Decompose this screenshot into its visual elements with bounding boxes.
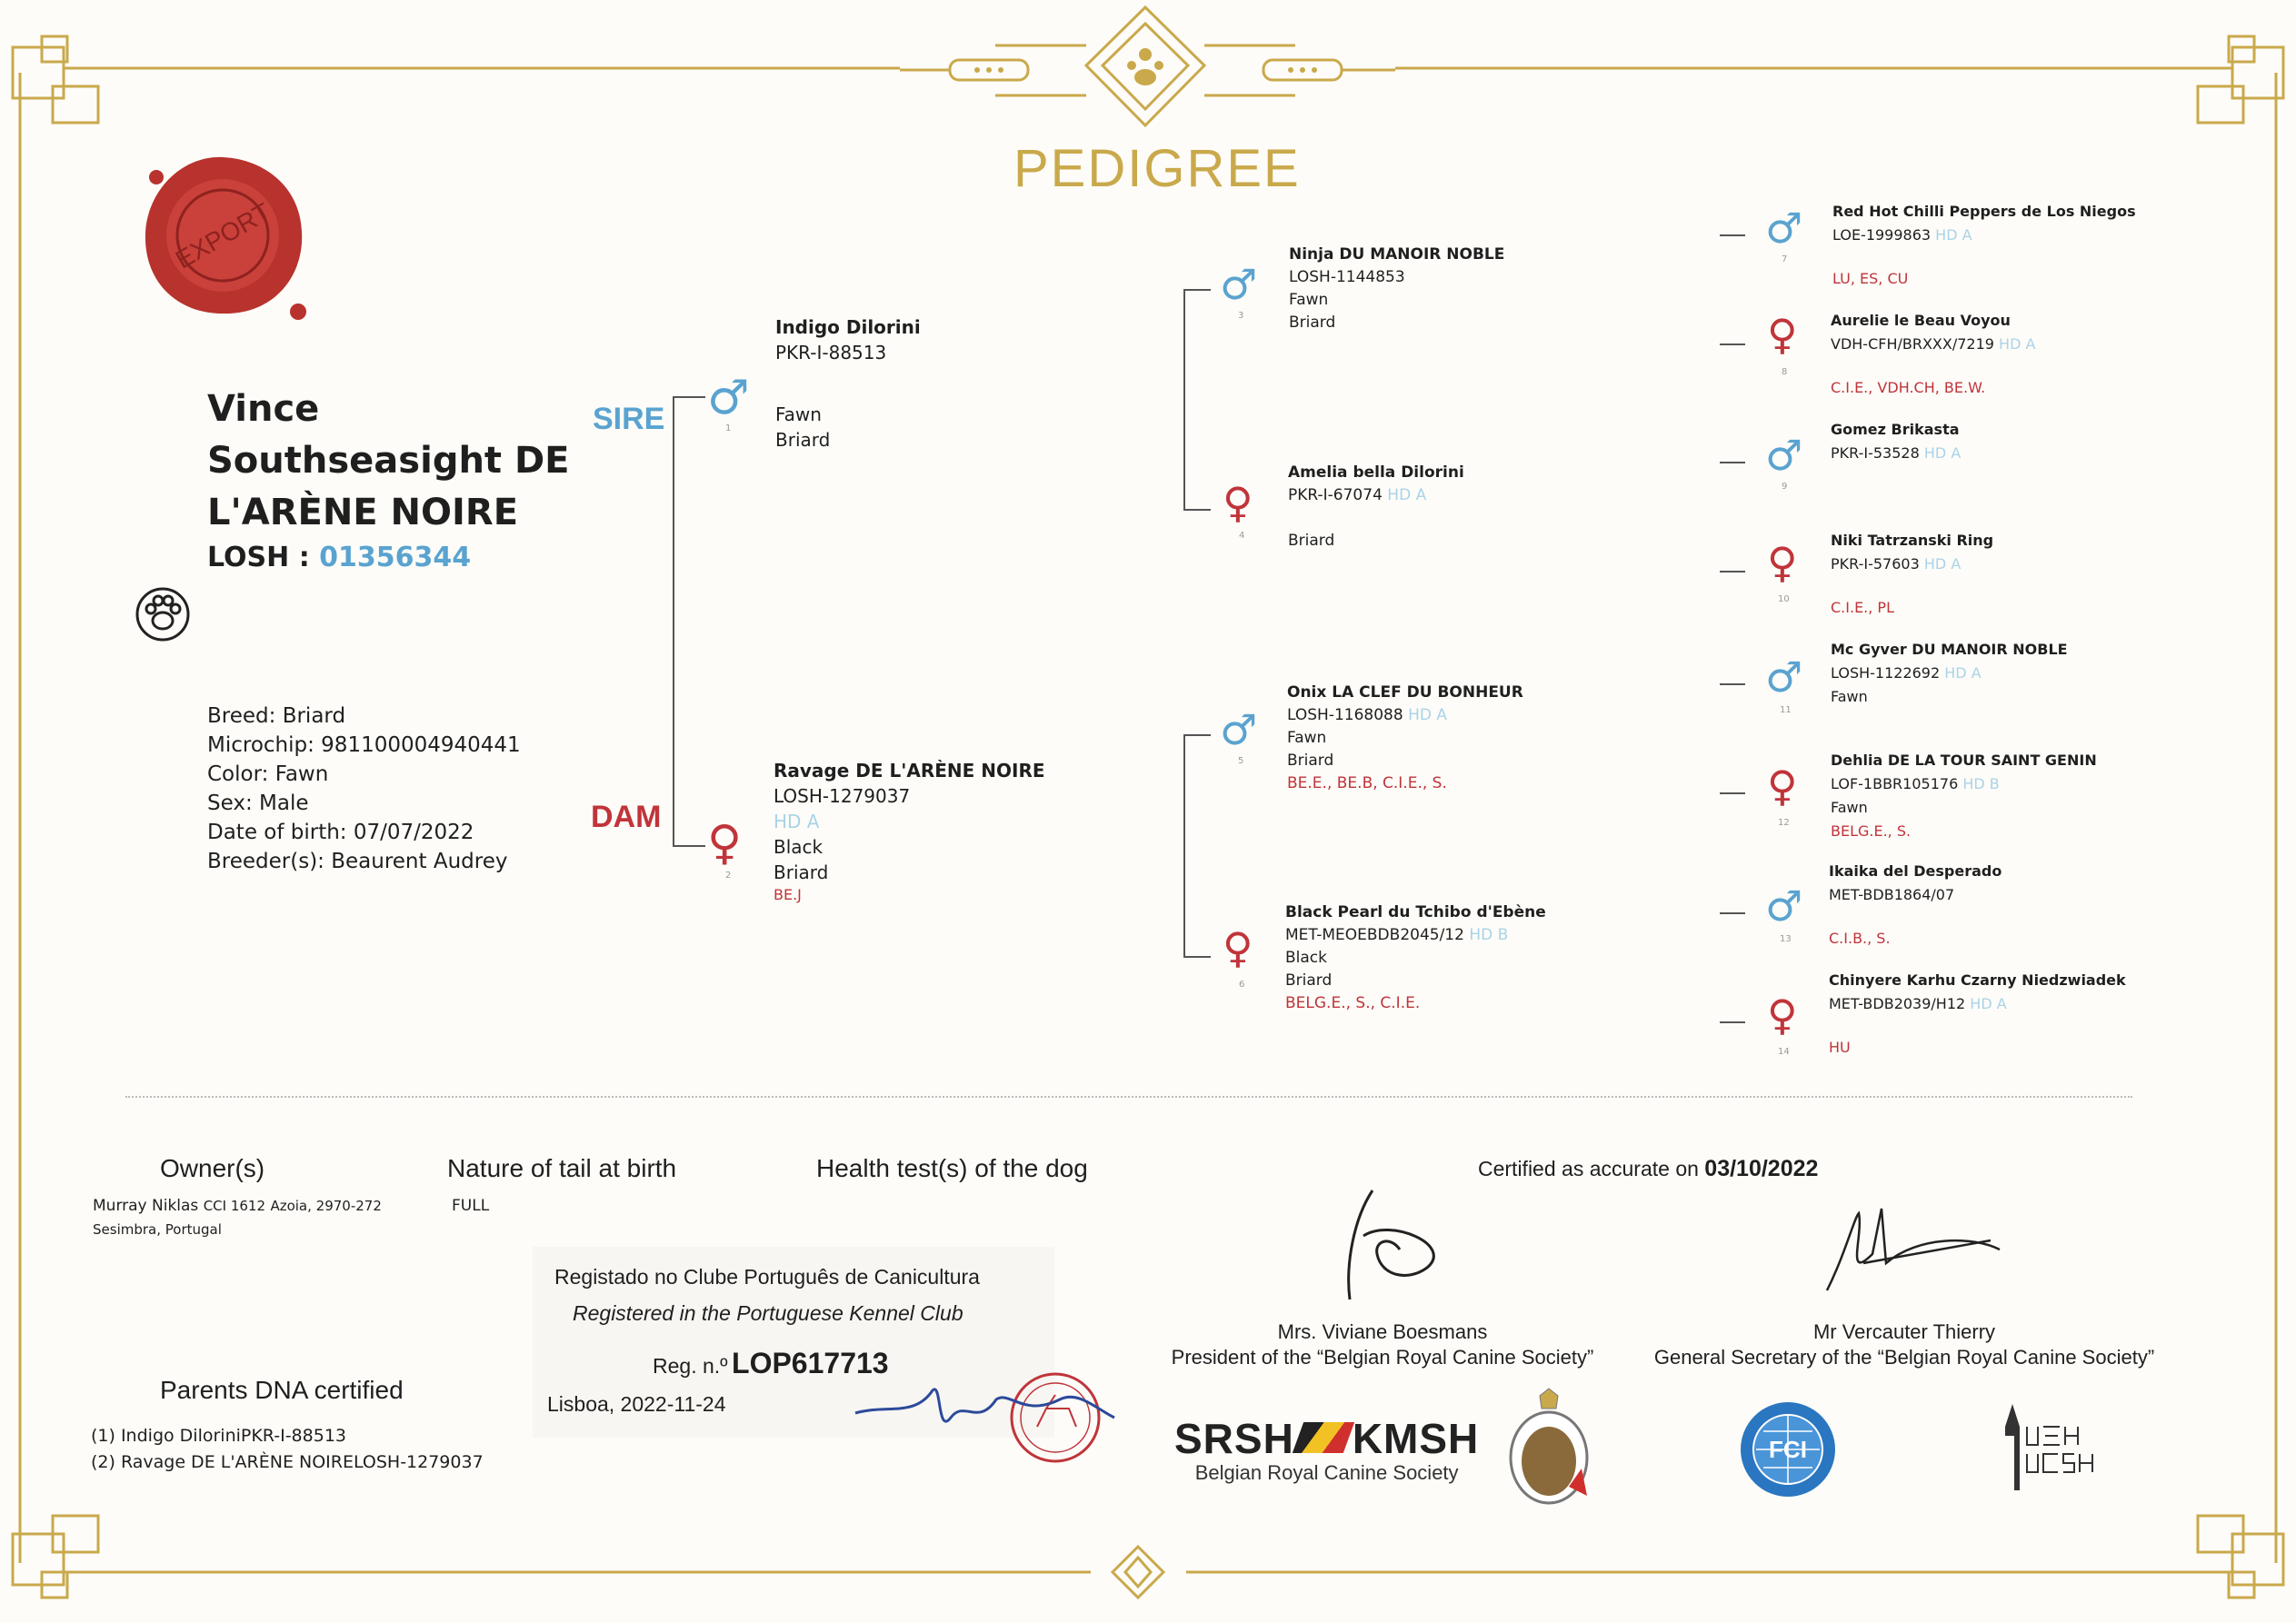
male-icon: ♂ [1765, 652, 1803, 702]
male-icon: ♂ [1765, 881, 1803, 931]
gen2-name: Onix LA CLEF DU BONHEUR [1287, 683, 1523, 702]
health-heading: Health test(s) of the dog [816, 1154, 1088, 1182]
president-title: President of the “Belgian Royal Canine Society” [1171, 1346, 1594, 1369]
dam-name: Ravage DE L'ARÈNE NOIRE [774, 760, 1045, 782]
gen2-entry [1289, 244, 1504, 334]
gen3-entry [1831, 749, 2097, 843]
gen2-name: Ninja DU MANOIR NOBLE [1289, 245, 1505, 264]
gen2-name: Black Pearl du Tchibo d'Ebène [1285, 903, 1546, 921]
gen3-titles: BELG.E., S. [1831, 822, 1912, 840]
section-divider [125, 1096, 2132, 1098]
dam-label: DAM [591, 800, 662, 834]
gen3-reg: LOE-1999863 [1832, 226, 1932, 244]
dog-name-line2: Southseasight DE [207, 440, 570, 482]
pedigree-number: 4 [1239, 531, 1245, 541]
tree-line [1720, 792, 1745, 794]
gen3-reg: PKR-I-57603 [1831, 555, 1920, 573]
dog-name-line3: L'ARÈNE NOIRE [207, 492, 519, 533]
secretary-title: General Secretary of the “Belgian Royal Canine Society” [1653, 1346, 2155, 1369]
stamp-line2: Registered in the Portuguese Kennel Club [573, 1301, 963, 1325]
srsh-kmsh-logo [1174, 1414, 1479, 1485]
gen3-name: Mc Gyver DU MANOIR NOBLE [1831, 641, 2068, 658]
gen2-titles: BE.E., BE.B, C.I.E., S. [1287, 774, 1447, 792]
certified-date: 03/10/2022 [1704, 1156, 1819, 1181]
tail-heading: Nature of tail at birth [447, 1154, 677, 1182]
tree-line [1183, 509, 1211, 511]
gen3-titles: C.I.B., S. [1829, 930, 1891, 947]
gen2-color: Fawn [1289, 291, 1329, 309]
pedigree-number: 2 [725, 871, 732, 881]
dog-breeder: Breeder(s): Beaurent Audrey [207, 850, 508, 873]
dog-color: Color: Fawn [207, 762, 329, 786]
gen3-hd: HD B [1962, 775, 2000, 792]
female-icon: ♀ [1767, 310, 1798, 359]
dog-sex: Sex: Male [207, 792, 309, 815]
gen2-color: Fawn [1287, 729, 1327, 747]
president-signature [1327, 1181, 1463, 1309]
dna-item: (2) Ravage DE L'ARÈNE NOIRELOSH-1279037 [91, 1452, 484, 1472]
stamp-place-date: Lisboa, 2022-11-24 [547, 1392, 726, 1416]
gen2-reg: LOSH-1144853 [1289, 268, 1405, 286]
dam-color: Black [774, 836, 824, 858]
gen3-reg: MET-BDB1864/07 [1829, 886, 1955, 903]
dam-hd: HD A [774, 811, 820, 832]
losh-sep: : [289, 542, 320, 573]
gen2-name: Amelia bella Dilorini [1288, 463, 1464, 482]
pedigree-number: 6 [1239, 980, 1245, 990]
tree-line [1720, 234, 1745, 236]
dog-losh [207, 542, 471, 573]
tree-line [1183, 289, 1185, 511]
gen3-name: Gomez Brikasta [1831, 421, 1960, 438]
gen2-color: Black [1285, 949, 1327, 967]
reg-number: LOP617713 [732, 1347, 889, 1379]
female-icon: ♀ [1767, 991, 1798, 1040]
president-name: Mrs. Viviane Boesmans [1277, 1320, 1488, 1343]
gen3-entry [1831, 529, 1993, 620]
owner-details [93, 1194, 382, 1241]
pedigree-number: 8 [1782, 367, 1788, 377]
gen3-reg: MET-BDB2039/H12 [1829, 995, 1966, 1012]
sire-label: SIRE [593, 402, 665, 436]
gen2-reg: LOSH-1168088 [1287, 706, 1403, 724]
tree-line [673, 396, 705, 398]
gen3-titles: HU [1829, 1039, 1851, 1056]
gen3-entry [1832, 200, 2136, 291]
owner-city: Sesimbra, Portugal [93, 1221, 222, 1238]
tree-line [1720, 683, 1745, 685]
gen2-reg: MET-MEOEBDB2045/12 [1285, 926, 1464, 944]
owners-heading: Owner(s) [160, 1154, 265, 1182]
female-icon: ♀ [707, 816, 743, 871]
losh-number: 01356344 [319, 542, 472, 573]
gen3-name: Aurelie le Beau Voyou [1831, 312, 2011, 329]
male-icon: ♂ [1765, 431, 1803, 480]
gen2-breed: Briard [1285, 971, 1333, 990]
page-title: PEDIGREE [1013, 139, 1301, 198]
pedigree-number: 12 [1778, 818, 1790, 828]
female-icon: ♀ [1767, 538, 1798, 587]
logo-kmsh: KMSH [1352, 1415, 1480, 1462]
gen3-name: Ikaika del Desperado [1829, 862, 2002, 880]
female-icon: ♀ [1767, 762, 1798, 811]
gen2-breed: Briard [1288, 532, 1335, 550]
tree-line [1183, 289, 1211, 291]
dog-name-line1: Vince [207, 388, 320, 430]
owner-cci: CCI 1612 [203, 1198, 266, 1214]
tree-line [1183, 956, 1211, 958]
kush-ucsh-logo [1987, 1399, 2096, 1499]
female-icon: ♀ [1223, 923, 1253, 972]
gen3-hd: HD A [1999, 335, 2036, 353]
sire-color: Fawn [775, 403, 822, 425]
gen2-reg: PKR-I-67074 [1288, 486, 1383, 504]
gen2-entry [1288, 462, 1464, 553]
pedigree-number: 7 [1782, 254, 1788, 264]
dam-titles: BE.J [774, 886, 802, 903]
gen2-hd: HD A [1387, 486, 1427, 504]
tree-line [1720, 344, 1745, 345]
tree-line [1720, 912, 1745, 914]
logo-srsh: SRSH [1174, 1415, 1294, 1462]
gen3-titles: C.I.E., PL [1831, 599, 1894, 616]
gen3-entry [1831, 418, 1961, 465]
gen3-name: Niki Tatrzanski Ring [1831, 532, 1994, 549]
secretary-signature [1809, 1200, 2009, 1309]
gen2-entry [1287, 682, 1523, 795]
tail-value: FULL [452, 1197, 490, 1215]
pedigree-number: 13 [1780, 934, 1792, 944]
pedigree-number: 5 [1238, 756, 1244, 766]
gen3-color: Fawn [1831, 688, 1868, 705]
dna-item: (1) Indigo DiloriniPKR-I-88513 [91, 1426, 346, 1446]
owner-address: Azoia, 2970-272 [270, 1198, 382, 1214]
dog-dob: Date of birth: 07/07/2022 [207, 821, 474, 844]
gen3-titles: C.I.E., VDH.CH, BE.W. [1831, 379, 1986, 396]
gen3-entry [1829, 860, 2002, 951]
tree-line [1183, 734, 1185, 958]
gen3-name: Dehlia DE LA TOUR SAINT GENIN [1831, 752, 2097, 769]
gen3-hd: HD A [1970, 995, 2007, 1012]
gen2-entry [1285, 901, 1546, 1015]
gen3-entry [1831, 638, 2068, 709]
tree-line [1720, 462, 1745, 463]
tree-line [673, 396, 674, 847]
dog-info [207, 702, 521, 876]
pedigree-number: 10 [1778, 594, 1790, 604]
dna-heading: Parents DNA certified [160, 1376, 404, 1404]
wax-seal [136, 150, 309, 323]
dna-list [91, 1423, 484, 1476]
reg-label: Reg. n.º [653, 1354, 728, 1378]
gen3-entry [1831, 309, 2035, 400]
gen3-entry [1829, 969, 2126, 1060]
sire-entry [775, 314, 921, 453]
tree-line [1720, 571, 1745, 573]
gen3-reg: PKR-I-53528 [1831, 444, 1920, 462]
dam-reg: LOSH-1279037 [774, 785, 911, 807]
gen3-reg: VDH-CFH/BRXXX/7219 [1831, 335, 1994, 353]
gen3-reg: LOF-1BBR105176 [1831, 775, 1959, 792]
belgian-flag-icon [1293, 1422, 1354, 1453]
dam-entry [774, 758, 1045, 905]
certified-line [1478, 1156, 1818, 1182]
secretary-name: Mr Vercauter Thierry [1812, 1320, 1996, 1343]
certified-label: Certified as accurate on [1478, 1157, 1699, 1180]
pedigree-number: 9 [1782, 482, 1788, 492]
paw-icon [135, 586, 191, 642]
pedigree-number: 14 [1778, 1047, 1790, 1057]
losh-label: LOSH [207, 542, 290, 573]
gen3-color: Fawn [1831, 799, 1868, 816]
pedigree-number: 1 [725, 423, 732, 433]
gen3-titles: LU, ES, CU [1832, 270, 1909, 287]
gen2-breed: Briard [1289, 314, 1336, 332]
pedigree-number: 3 [1238, 311, 1244, 321]
tree-line [673, 845, 705, 847]
secretary-block [1636, 1319, 2172, 1370]
logo-subtitle: Belgian Royal Canine Society [1194, 1461, 1459, 1484]
sire-name: Indigo Dilorini [775, 316, 921, 338]
gen3-hd: HD A [1923, 444, 1962, 462]
srsh-dog-emblem-icon [1505, 1387, 1592, 1510]
gen3-hd: HD A [1944, 664, 1982, 682]
president-block [1151, 1319, 1614, 1370]
cpc-signature-stamp [851, 1363, 1123, 1472]
dog-microchip: Microchip: 981100004940441 [207, 733, 521, 757]
owner-name: Murray Niklas [93, 1197, 199, 1215]
gen3-name: Red Hot Chilli Peppers de Los Niegos [1832, 203, 2136, 220]
pedigree-number: 11 [1780, 705, 1792, 715]
gen3-hd: HD A [1923, 555, 1962, 573]
male-icon: ♂ [1220, 705, 1258, 754]
gen2-titles: BELG.E., S., C.I.E. [1285, 994, 1421, 1012]
gen2-breed: Briard [1287, 752, 1334, 770]
dog-breed: Breed: Briard [207, 704, 346, 728]
stamp-line1: Registado no Clube Português de Canicultura [554, 1265, 980, 1289]
tree-line [1720, 1021, 1745, 1023]
gen3-reg: LOSH-1122692 [1831, 664, 1941, 682]
gen2-hd: HD B [1469, 926, 1509, 944]
male-icon: ♂ [707, 371, 750, 425]
fci-logo [1738, 1399, 1838, 1499]
dam-breed: Briard [774, 861, 829, 883]
fci-text: FCI [1769, 1436, 1807, 1463]
tree-line [1183, 734, 1211, 736]
male-icon: ♂ [1765, 204, 1803, 253]
gen3-name: Chinyere Karhu Czarny Niedzwiadek [1829, 971, 2126, 989]
sire-breed: Briard [775, 429, 831, 451]
seal-text: EXPORT [170, 197, 275, 274]
female-icon: ♀ [1223, 478, 1253, 527]
sire-reg: PKR-I-88513 [775, 342, 887, 363]
gen2-hd: HD A [1408, 706, 1447, 724]
dog-name [207, 383, 570, 539]
male-icon: ♂ [1220, 260, 1258, 309]
gen3-hd: HD A [1935, 226, 1972, 244]
